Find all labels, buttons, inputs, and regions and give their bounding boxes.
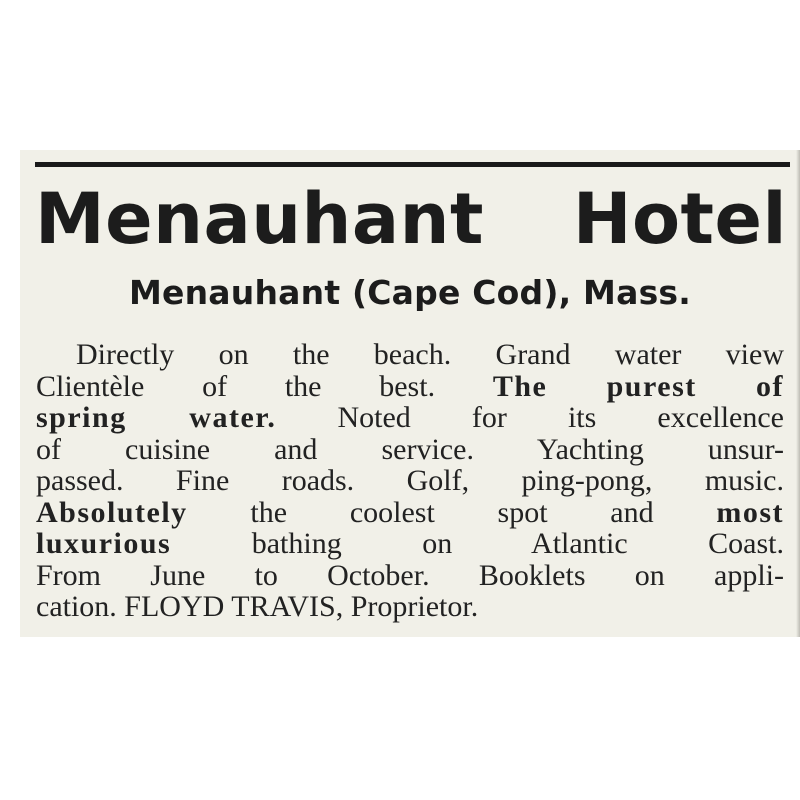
- emphasis-text: spring water.: [36, 401, 277, 434]
- body-line: [36, 465, 784, 497]
- body-line: [36, 402, 784, 434]
- body-text: passed. Fine roads. Golf, ping-pong, music.: [36, 464, 784, 497]
- location-subheading: Menauhant (Cape Cod), Mass.: [128, 273, 691, 312]
- body-text: Directly on the beach. Grand water view: [76, 338, 784, 371]
- emphasis-text: most: [716, 495, 784, 529]
- emphasis-text: luxurious: [36, 527, 172, 560]
- advertisement-body: [36, 339, 784, 623]
- body-text: Noted for its excellence: [276, 401, 784, 434]
- body-line: [36, 591, 784, 623]
- body-line: [36, 560, 784, 592]
- body-line: [36, 497, 784, 529]
- advertisement-clipping: [20, 150, 800, 637]
- body-text: From June to October. Booklets on appli-: [36, 558, 784, 592]
- body-text: bathing on Atlantic Coast.: [171, 527, 784, 560]
- body-line: [36, 528, 784, 560]
- top-rule: [35, 162, 790, 167]
- clipping-edge-shadow: [796, 150, 800, 637]
- hotel-name-heading: Menauhant Hotel: [35, 178, 787, 260]
- body-text: cation. FLOYD TRAVIS, Proprietor.: [36, 590, 479, 623]
- emphasis-text: The purest of: [492, 369, 785, 403]
- body-text: the coolest spot and: [187, 495, 717, 529]
- emphasis-text: Absolutely: [36, 495, 188, 529]
- body-line: [36, 434, 784, 466]
- body-line: [36, 371, 784, 403]
- body-text: Clientèle of the best.: [36, 369, 493, 403]
- body-line: [36, 339, 784, 371]
- body-text: of cuisine and service. Yachting unsur-: [36, 432, 784, 466]
